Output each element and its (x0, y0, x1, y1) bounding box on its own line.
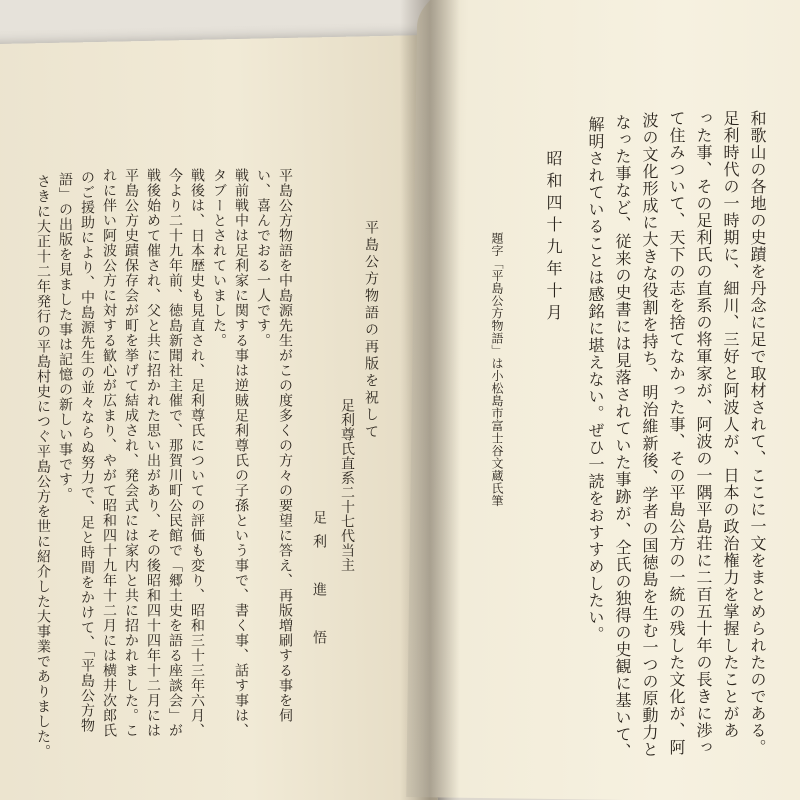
right-column-4: て住みついて、天下の志を捨てなかった事、その平島公方の一統の残した文化が、阿 (667, 110, 686, 756)
book-gutter-shadow (400, 0, 460, 800)
left-column-2: い、喜んでおる一人です。 (255, 168, 271, 348)
author-title: 足利尊氏直系二十七代当主 (339, 398, 355, 572)
right-column-1: 和歌山の各地の史蹟を丹念に足で取材されて、ここに一文をまとめられたのである。 (748, 110, 767, 756)
right-column-6: なった事など、従来の史書には見落されていた事跡が、仝氏の独得の史観に基いて、 (613, 114, 632, 760)
left-column-3: 戦前戦中は足利家に関する事は逆賊足利尊氏の子孫という事で、書く事、話す事は、 (233, 168, 249, 738)
publication-date: 昭和四十九年十月 (544, 150, 563, 326)
right-column-3: った事、その足利氏の直系の将軍家が、阿波の一隅平島荘に二百五十年の長きに渉っ (694, 110, 713, 756)
calligraphy-credit-caption: 題字「平島公方物語」は小松島市富士谷文蔵氏筆 (490, 232, 504, 507)
left-column-1: 平島公方物語を中島源先生がこの度多くの方々の要望に答え、再版増刷する事を伺 (277, 168, 293, 723)
right-column-2: 足利時代の一時期に、細川、三好と阿波人が、日本の政治権力を掌握したことがあ (721, 110, 740, 739)
left-column-6: 今より二十九年前、徳島新聞社主催で、那賀川町公民館で「郷土史を語る座談会」が (167, 168, 183, 738)
page-title: 平島公方物語の再版を祝して (363, 220, 379, 441)
right-column-5: 波の文化形成に大きな役割を持ち、明治維新後、学者の国徳島を生む一つの原動力と (640, 112, 659, 758)
left-column-5: 戦後は、日本歴史も見直され、足利尊氏についての評価も変り、昭和三十三年六月、 (189, 168, 205, 738)
left-column-12: さきに大正十二年発行の平島村史につぐ平島公方を世に紹介した大事業でありました。 (35, 174, 51, 759)
left-column-4: タブーとされていました。 (211, 168, 227, 348)
author-name: 足利 進 悟 (311, 510, 327, 654)
right-column-7: 解明されていることは感銘に堪えない。ぜひ一読をおすすめしたい。 (586, 116, 605, 643)
left-column-7: 戦後始めて催され、父と共に招かれた思い出があり、その後昭和四十四年十二月には (145, 168, 161, 738)
left-column-9: れに伴い阿波公方に対する歓心が広まり、やがて昭和四十九年十二月には横井次郎氏 (101, 168, 117, 738)
left-column-10: のご援助により、中島源先生の並々ならぬ努力で、足と時間をかけて、「平島公方物 (79, 170, 95, 733)
left-column-11: 語」の出版を見ました事は記憶の新しい事です。 (57, 172, 73, 502)
left-column-8: 平島公方史蹟保存会が町を挙げて結成され、発会式には家内と共に招かれました。こ (123, 168, 139, 738)
